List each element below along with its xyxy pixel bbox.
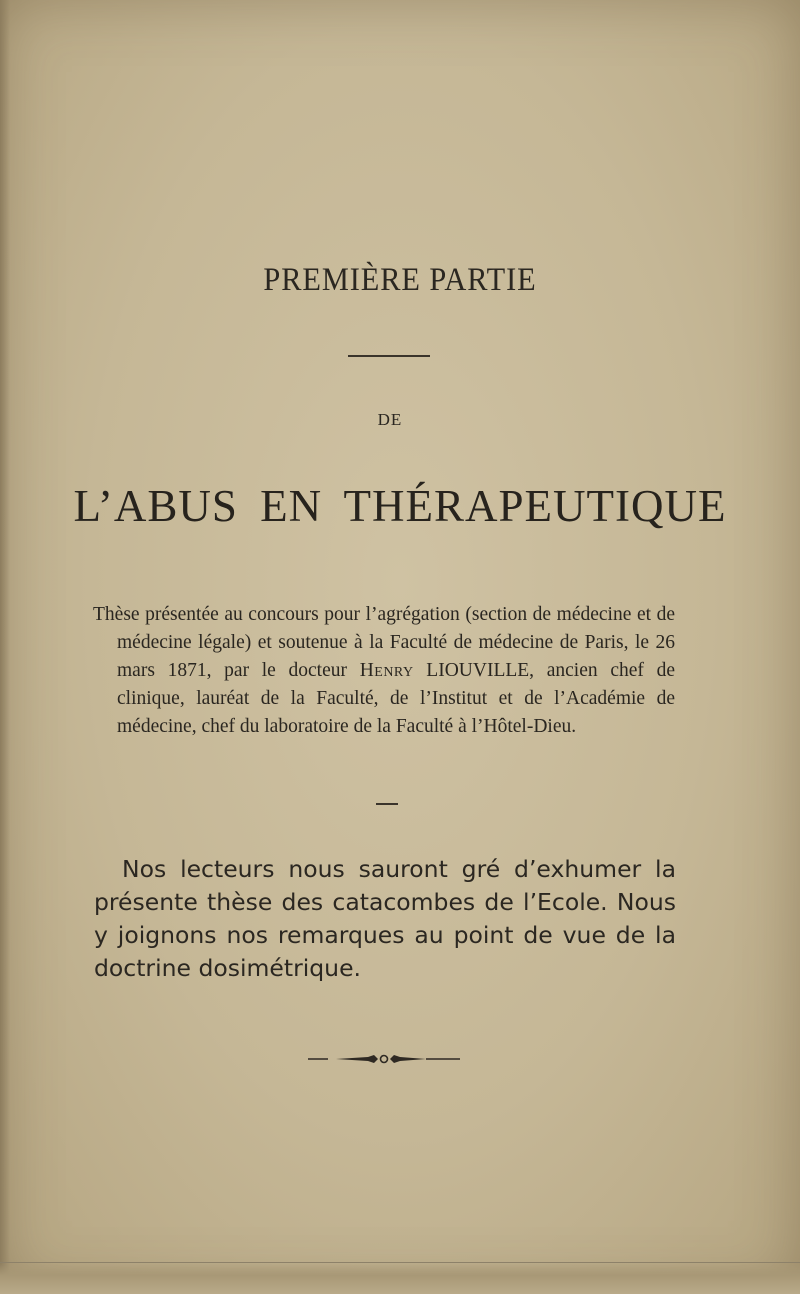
editor-note xyxy=(94,853,676,985)
preposition-de: DE xyxy=(377,410,403,429)
short-separator-rule xyxy=(376,803,398,805)
main-title: L’ABUS EN THÉRAPEUTIQUE xyxy=(73,481,727,531)
thesis-description xyxy=(93,601,675,741)
thesis-text-after-name: LIOUVILLE, ancien chef de clinique, lauréat de la Faculté, de l’Institut et de l’Académie de médecine, chef du laboratoire de la Faculté à l’Hôtel-Dieu. xyxy=(117,660,675,737)
page-left-edge xyxy=(0,0,10,1293)
thesis-text-before-name: Thèse présentée au concours pour l’agrégation (section de médecine et de médecine légale) et soutenue à la Faculté de médecine de Paris, le 26 mars 1871, par le docteur xyxy=(93,604,675,681)
thesis-description-paragraph xyxy=(93,601,675,741)
editor-note-paragraph: Nos lecteurs nous sauront gré d’exhumer la présente thèse des catacombes de l’Ecole. Nous y joignons nos remarques au point de vue de la doctrine dosimétrique. xyxy=(94,855,676,982)
author-first-name: Henry xyxy=(359,660,414,681)
part-title: PREMIÈRE PARTIE xyxy=(263,262,537,298)
title-separator-rule xyxy=(348,355,430,357)
printer-ornament-icon xyxy=(308,1052,460,1066)
page-bottom-edge xyxy=(0,1262,800,1294)
